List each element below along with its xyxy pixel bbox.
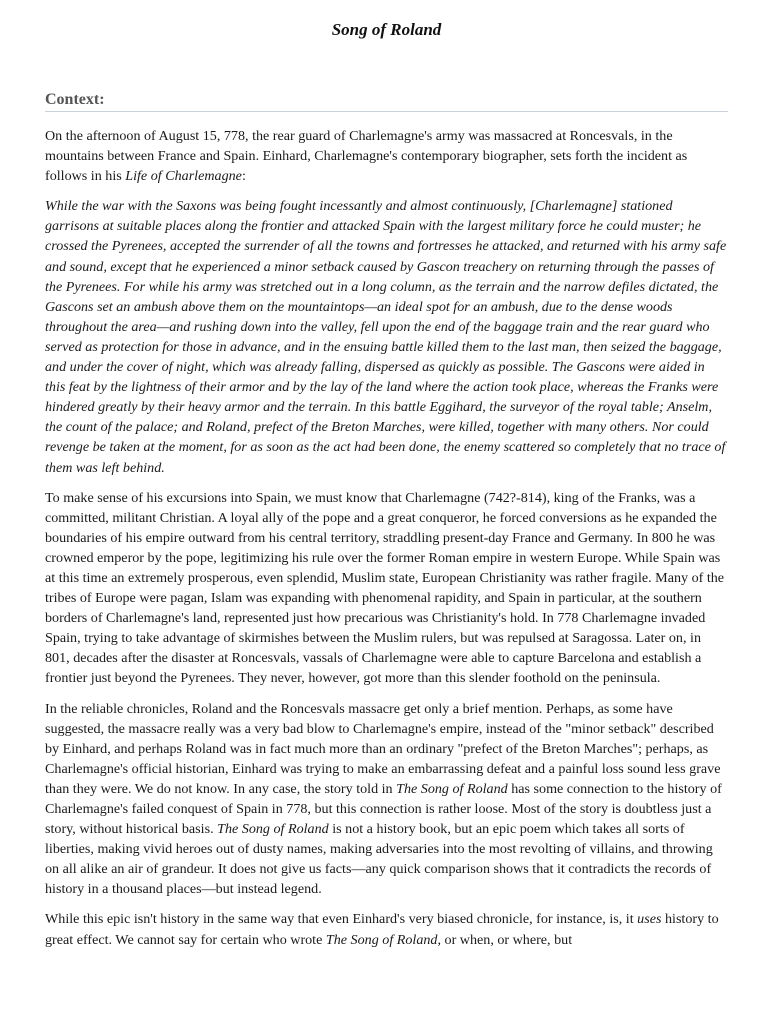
paragraph-epic-text-1: While this epic isn't history in the same way that even Einhard's very biased chronicle, for instance, is, it <box>45 911 638 928</box>
paragraph-chronicles-text-3: is not a history book, but an epic poem which takes all sorts of liberties, making vivid heroes out of dusty names, making adversaries into the most revolting of villains, and throwing on all alike an air of grandeur. It does not give us facts—any quick comparison shows that it contradicts the records of history in a thousand places—but instead legend. <box>45 821 713 898</box>
paragraph-intro <box>45 126 728 186</box>
book-title-song-of-roland-2: The Song of Roland <box>217 821 329 838</box>
paragraph-charlemagne: To make sense of his excursions into Spain, we must know that Charlemagne (742?-814), king of the Franks, was a committed, militant Christian. A loyal ally of the pope and a great conqueror, he forced conversions as he expanded the boundaries of his empire outward from his central territory, straddling present-day France and Germany. In 800 he was crowned emperor by the pope, legitimizing his rule over the former Roman empire in western Europe. While Spain was at this time an extremely prosperous, even splendid, Muslim state, European Christianity was rather fragile. Many of the tribes of Europe were pagan, Islam was expanding with phenomenal rapidity, and Spain in particular, at the southern borders of Charlemagne's land, represented just how precarious was Christianity's hold. In 778 Charlemagne invaded Spain, trying to take advantage of skirmishes between the Muslim rulers, but was repulsed at Saragossa. Later on, in 801, decades after the disaster at Roncesvals, vassals of Charlemagne were able to capture Barcelona and establish a frontier just beyond the Pyrenees. They never, however, got more than this slender foothold on the peninsula. <box>45 489 725 687</box>
einhard-quote: While the war with the Saxons was being fought incessantly and almost continuously, [Charlemagne] stationed garrisons at suitable places along the frontier and attacked Spain with the largest military force he could muster; he crossed the Pyrenees, accepted the surrender of all the towns and fortresses he attacked, and returned with his army safe and sound, except that he experienced a minor setback caused by Gascon treachery on returning through the passes of the Pyrenees. For while his army was stretched out in a long column, as the terrain and the narrow defiles dictated, the Gascons set an ambush above them on the mountaintops—an ideal spot for an ambush, due to the dense woods throughout the area—and rushing down into the valley, fell upon the end of the baggage train and the rear guard who served as protection for those in advance, and in the ensuing battle killed them to the last man, then seized the baggage, and under the cover of night, which was already falling, dispersed as quickly as possible. The Gascons were aided in this feat by the lightness of their armor and by the lay of the land where the action took place, whereas the Franks were hindered greatly by their heavy armor and the terrain. In this battle Eggihard, the surveyor of the royal table; Anselm, the count of the palace; and Roland, prefect of the Breton Marches, were killed, together with many others. Nor could revenge be taken at the moment, for as soon as the act had been done, the enemy scattered so completely that no trace of them was left behind. <box>45 198 727 476</box>
book-title-life-of-charlemagne: Life of Charlemagne <box>125 168 242 185</box>
book-title-song-of-roland: The Song of Roland <box>396 780 508 797</box>
paragraph-chronicles <box>45 699 728 900</box>
document-title: Song of Roland <box>331 20 442 39</box>
paragraph-epic-history <box>45 909 728 949</box>
paragraph-chronicles-text-1: In the reliable chronicles, Roland and the Roncesvals massacre get only a brief mention. Perhaps, as some have suggested, the massacre really was a very bad blow to Charlemagne's empire, instead of the "minor setback" described by Einhard, and perhaps Roland was in fact much more than an ordinary "prefect of the Breton Marches"; perhaps, as Charlemagne's official historian, Einhard was trying to make an embarrassing defeat and a painful loss sound less grave than they were. We do not know. In any case, the story told in <box>45 700 721 797</box>
paragraph-intro-end: : <box>241 168 246 185</box>
book-title-song-of-roland-3: The Song of Roland, <box>325 931 441 948</box>
paragraph-intro-text: On the afternoon of August 15, 778, the rear guard of Charlemagne's army was massacred at Roncesvals, in the mountains between France and Spain. Einhard, Charlemagne's contemporary biographer, sets forth the incident as follows in his <box>45 128 688 185</box>
paragraph-epic-text-2: history to great effect. We cannot say for certain who wrote <box>45 911 719 948</box>
document-page <box>45 0 728 950</box>
section-heading-context: Context: <box>45 90 728 112</box>
paragraph-epic-text-3: or when, or where, but <box>441 931 573 948</box>
paragraph-chronicles-text-2: has some connection to the history of Charlemagne's failed conquest of Spain in 778, but this connection is rather loose. Most of the story is doubtless just a story, without historical basis. <box>45 780 722 838</box>
emphasis-uses: uses <box>637 911 662 928</box>
